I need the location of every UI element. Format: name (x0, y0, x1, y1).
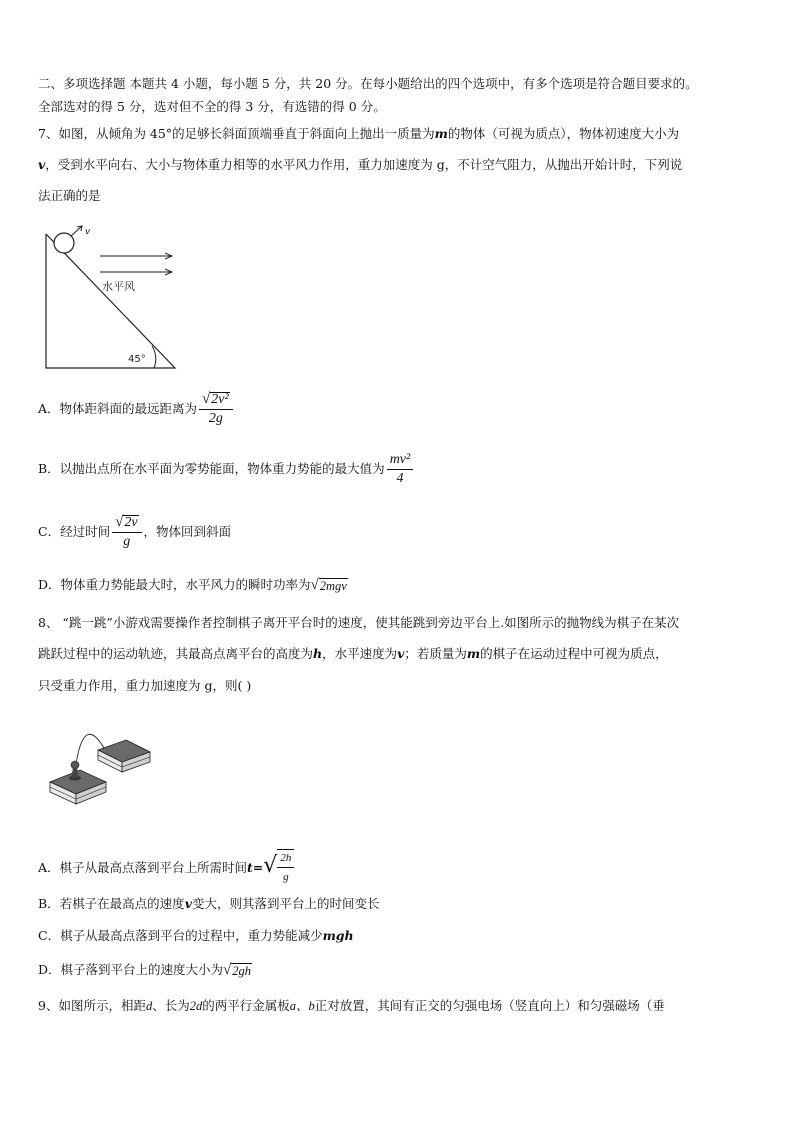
q8-option-c: C．棋子从最高点落到平台的过程中，重力势能减少mgh (38, 928, 354, 943)
q8-option-a: A．棋子从最高点落到平台上所需时间t= √ $\frac{2h}{g}$ (38, 848, 294, 888)
section-header-line2: 全部选对的得 5 分，选对但不全的得 3 分，有选错的得 0 分。 (38, 99, 386, 114)
q8-stem-line3: 只受重力作用，重力加速度为 g，则( ) (38, 678, 252, 693)
q7-option-b: B．以抛出点所在水平面为零势能面，物体重力势能的最大值为 $\frac{\text{mv²}}{4}$ (38, 452, 415, 487)
incline-triangle (46, 234, 175, 368)
wind-label: 水平风 (102, 280, 135, 293)
q8-stem-line1: 8、 “跳一跳”小游戏需要操作者控制棋子离开平台时的速度，使其能跳到旁边平台上.如图所示的抛物线为棋子在某次 (38, 615, 680, 630)
q7-option-d: D．物体重力势能最大时，水平风力的瞬时功率为 √ 2mgv (38, 577, 347, 593)
q9-stem-line1: 9、如图所示，相距d、长为2d的两平行金属板a、b正对放置，其间有正交的匀强电场（竖直向上）和匀强磁场（垂 (38, 998, 665, 1013)
velocity-arrow (71, 226, 82, 236)
section-header-line1: 二、多项选择题 本题共 4 小题，每小题 5 分，共 20 分。在每小题给出的四个选项中，有多个选项是符合题目要求的。 (38, 76, 698, 91)
velocity-label: v (85, 227, 91, 237)
q7-stem-line3: 法正确的是 (38, 188, 101, 203)
q7-option-a: A．物体距斜面的最远距离为 √ 2v² 2g (38, 392, 235, 427)
q7-stem-line1: 7、如图，从倾角为 45°的足够长斜面顶端垂直于斜面向上抛出一质量为m的物体（可视为质点），物体初速度大小为 (38, 126, 680, 141)
q7-option-c: C．经过时间 √ 2v g ，物体回到斜面 (38, 514, 232, 549)
q7-incline-figure (38, 222, 183, 372)
q8-stem-line2: 跳跃过程中的运动轨迹，其最高点离平台的高度为h，水平速度为v；若质量为m的棋子在运动过程中可视为质点， (38, 646, 668, 661)
q8-jump-figure (46, 720, 156, 808)
angle-arc (152, 346, 156, 368)
q8-option-b: B．若棋子在最高点的速度v变大，则其落到平台上的时间变长 (38, 896, 380, 911)
q8-option-d: D．棋子落到平台上的速度大小为 √ 2gh (38, 962, 252, 978)
angle-label: 45° (128, 354, 146, 365)
q7-stem-line2: v，受到水平向右、大小与物体重力相等的水平风力作用，重力加速度为 g，不计空气阻力，从抛出开始计时，下列说 (38, 157, 683, 172)
